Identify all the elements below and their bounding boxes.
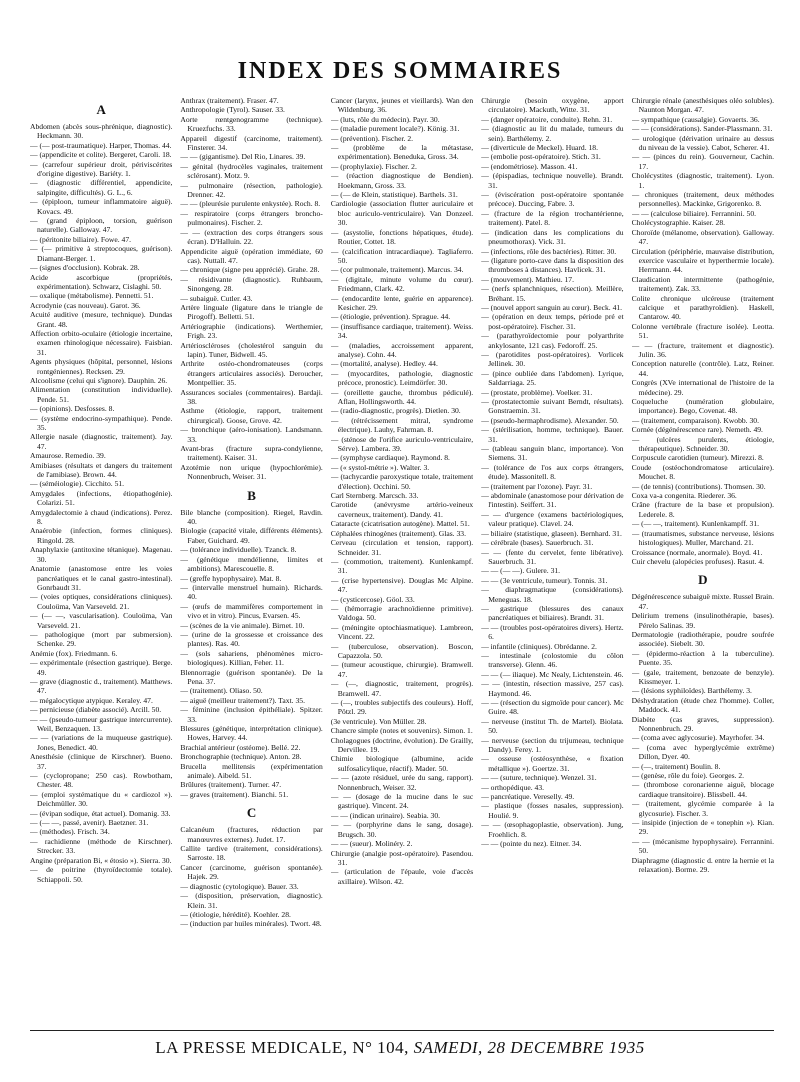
index-entry: Anaérobie (infection, formes cliniques). Ringold. 28. bbox=[30, 526, 173, 545]
index-entry: Azotémie non urique (hypochlorémie). Nonnenbruch, Weiser. 31. bbox=[180, 462, 323, 482]
index-entry: — (ulcères purulents, étiologie, thérapeutique). Schneider. 30. bbox=[631, 434, 774, 454]
index-entry: Biologie (capacité vitale, différents éléments). Faber, Guichard. 49. bbox=[180, 526, 323, 545]
index-entry: — (prophylaxie). Fischer. 2. bbox=[330, 161, 417, 171]
index-entry: — (rétrécissement mitral, syndrome électrique). Lauhy, Fahrman. 8. bbox=[330, 415, 474, 435]
index-entry: Crâne (fracture de la base et propulsion). Lederele. 8. bbox=[631, 500, 774, 519]
index-entry: Brucella mellitensis (expérimentation animale). Aibeld. 51. bbox=[180, 761, 323, 781]
index-entry: — (cor pulmonale, traitement). Marcus. 34. bbox=[330, 265, 464, 275]
index-entry: — (pseudo-hermaphrodisme). Alexander. 50. bbox=[481, 415, 619, 425]
index-entry: — (œufs de mammifères comportement in vivo et in vitro). Pincus, Evarsen. 45. bbox=[180, 601, 323, 621]
index-entry: — (de tennis) (contributions). Thomsen. 30. bbox=[631, 481, 766, 491]
index-entry: — (nerfs splanchniques, résection). Meillère, Bréhant. 15. bbox=[481, 284, 624, 303]
index-entry: — (étiologie, hérédité). Koehler. 28. bbox=[180, 909, 291, 919]
index-entry: — diagnostic (cytologique). Bauer. 33. bbox=[180, 881, 299, 891]
index-entry: — — (gigantisme). Del Rio, Linares. 39. bbox=[180, 152, 306, 162]
index-entry: Anémie (fox). Friedmann. 6. bbox=[30, 648, 118, 658]
index-entry: — infantile (cliniques). Obrédanne. 2. bbox=[481, 641, 597, 651]
index-entry: — (thrombose coronarienne aiguë, blocage cardiaque transitoire). Blissbell. 44. bbox=[631, 780, 774, 799]
index-entry: — (radio-diagnostic, progrès). Dietlen. 30. bbox=[330, 406, 461, 416]
index-entry: — aiguë (meilleur traitement?). Taxt. 35. bbox=[180, 695, 305, 705]
index-entry: — — (calculose biliaire). Ferrannini. 50. bbox=[631, 208, 757, 218]
index-entry: — (calcification intracardiaque). Tagliaferro. 50. bbox=[330, 246, 474, 265]
index-entry: — — (— —). Gulere. 31. bbox=[481, 566, 561, 576]
index-entry: — pathologique (mort par submersion). Schenke. 29. bbox=[30, 629, 173, 649]
index-entry: — nerveuse (institut Th. de Martel). Biolata. 50. bbox=[481, 716, 624, 736]
index-entry: — (hémorragie arachnoïdienne primitive). Valdoga. 50. bbox=[330, 603, 474, 623]
index-entry: Agents physiques (hôpital, personnel, lésions rontgéniennes). Recksen. 29. bbox=[30, 357, 173, 376]
index-entry: Chirurgie (besoin oxygène, apport circulatoire). Mackuth, Witte. 31. bbox=[481, 96, 624, 115]
index-entry: Blennorragie (guérison spontanée). De la Pena. 37. bbox=[180, 667, 323, 686]
index-entry: — (asystolie, fonctions hépatiques, étude). Routier, Cottet. 18. bbox=[330, 227, 474, 247]
index-entry: — résidivante (diagnostic). Ruhbaum, Sinongeng. 28. bbox=[180, 274, 323, 294]
index-entry: — (cyclopropane; 250 cas). Rowbotham, Chester. 48. bbox=[30, 771, 173, 790]
index-entry: Alimentation (constitution individuelle). Pende. 51. bbox=[30, 385, 173, 404]
index-entry: Cholécystites (diagnostic, traitement). Lyon. 1. bbox=[631, 171, 774, 190]
index-entry: — — (pseudo-tumeur gastrique intercurrente). Weil, Benzaquen. 13. bbox=[30, 714, 173, 733]
index-entry: — — (résection du sigmoïde pour cancer). Mc Guire. 48. bbox=[481, 698, 624, 717]
index-entry: — (disposition, préservation, diagnostic). Klein. 31. bbox=[180, 891, 323, 910]
page-footer bbox=[0, 1038, 800, 1058]
index-entry: — (tachycardie paroxystique totale, traitement d'élection). Occhini. 50. bbox=[330, 472, 474, 491]
index-entry: Alcoolisme (celui qui s'ignore). Dauphin. 26. bbox=[30, 375, 168, 385]
index-entry: — (traitement par l'ozone). Payr. 31. bbox=[481, 481, 593, 491]
index-entry: — (— —, passé, avenir). Baetzner. 31. bbox=[30, 818, 149, 828]
index-entry: — (traitement). Oliaso. 50. bbox=[180, 686, 263, 696]
index-entry: Angine (préparation Bi, « étosio »). Sierra. 30. bbox=[30, 855, 172, 865]
index-entry: Coude (ostéochondromatose articulaire). Mouchet. 8. bbox=[631, 462, 774, 482]
index-entry: — — (extraction des corps étrangers sous écran). D'Halluin. 22. bbox=[180, 227, 323, 247]
footer-rule bbox=[30, 1030, 774, 1031]
index-entry: — (tolérance de l'os aux corps étrangers, étude). Massonitell. 8. bbox=[481, 462, 624, 482]
index-entry: — (système endocrino-sympathique). Pende. 35. bbox=[30, 413, 173, 432]
index-entry: Assurances sociales (commentaires). Bardaji. 38. bbox=[180, 387, 323, 406]
index-entry: — (opinions). Desfosses. 8. bbox=[30, 404, 115, 414]
index-entry: Delirium tremens (insulinothérapie, bases). Pérelo Salinas. 39. bbox=[631, 611, 774, 630]
index-entry: Acide ascorbique (propriétés, expérimentation). Schwarz, Cislaghi. 50. bbox=[30, 272, 173, 291]
index-entry: Chirurgie (analgie post-opératoire). Pasendou. 31. bbox=[330, 848, 474, 867]
page-title: INDEX DES SOMMAIRES bbox=[237, 58, 563, 84]
index-entry: Affection orbito-oculaire (étiologie incertaine, examen rhinologique nécessaire). Faisbian. 31. bbox=[30, 328, 173, 357]
index-entry: — oxalique (métabolisme). Pennetti. 51. bbox=[30, 291, 154, 301]
index-entry: — (genèse, rôle du foie). Georges. 2. bbox=[631, 771, 745, 781]
index-entry: — (fracture de la région trochantérienne, traitement). Patel. 8. bbox=[481, 208, 624, 228]
index-entry: Cancer (larynx, jeunes et vieillards). Wan den Wildenburg. 36. bbox=[330, 96, 474, 115]
index-entry: — diaphragmatique (considérations). Meneguas. 18. bbox=[481, 585, 624, 604]
index-entry: — (nouvel apport sanguin au cœur). Beck. 41. bbox=[481, 302, 623, 312]
index-entry: — (prostatectomie suivant Berndt, résultats). Gonstraemin. 31. bbox=[481, 397, 624, 416]
index-entry: — — (indican urinaire). Seabia. 30. bbox=[330, 810, 441, 820]
section-letter: B bbox=[247, 487, 256, 503]
index-entry: — (commotion, traitement). Kunlenkampf. 31. bbox=[330, 556, 474, 576]
index-entry: — (réaction diagnostique de Bendien). Hoekmann, Gross. 33. bbox=[330, 171, 474, 190]
index-entry: — (— post-traumatique). Harper, Thomas. 44. bbox=[30, 140, 172, 150]
index-entry: Coxa va-a congenita. Riederer. 36. bbox=[631, 491, 737, 501]
index-entry: Cataracte (cicatrisation autogène). Mattel. 51. bbox=[330, 519, 470, 529]
index-entry: — (danger opératoire, conduite). Rehn. 31. bbox=[481, 114, 613, 124]
index-entry: Croissance (normale, anormale). Boyd. 41. bbox=[631, 547, 763, 557]
section-letter: A bbox=[96, 102, 106, 117]
index-column-1 bbox=[30, 96, 172, 1026]
index-entry: Cornée (dégénérescence rare). Nemeth. 49. bbox=[631, 425, 763, 435]
index-entry: — — (mécanisme hypophysaire). Ferrannini. 50. bbox=[631, 836, 774, 856]
index-entry: — (— —, traitement). Kunlenkampff. 31. bbox=[631, 519, 760, 529]
index-entry: — (« systol-métrie »). Walter. 3. bbox=[330, 462, 430, 472]
index-entry: — sympathique (causalgie). Govaerts. 36. bbox=[631, 114, 760, 124]
index-entry: — plastique (fosses nasales, suppression). Houlié. 9. bbox=[481, 801, 624, 820]
index-entry: — (tuberculose, observation). Boscon, Capazzola. 50. bbox=[330, 641, 474, 660]
index-entry: Calcanéum (fractures, réduction par manœuvres externes). Judet. 17. bbox=[180, 825, 323, 844]
index-entry: — (péritonite biliaire). Fowe. 47. bbox=[30, 234, 132, 244]
index-entry: Chancre simple (notes et souvenirs). Simon. 1. bbox=[330, 726, 473, 736]
index-entry: — cérébrale (bases). Sauerbruch. 31. bbox=[481, 538, 594, 548]
index-entry: Avant-bras (fracture supra-condylienne, traitement). Kaiser. 31. bbox=[180, 444, 323, 463]
index-entry: — (oreillette gauche, thrombus pédiculé). Aflan, Hollingsworth. 44. bbox=[330, 387, 474, 406]
index-column-4 bbox=[481, 96, 623, 1026]
index-entry: — — (dosage de la mucine dans le suc gastrique). Vincent. 24. bbox=[330, 792, 474, 811]
index-entry: Chirurgie rénale (anesthésiques oléo solubles). Naunton Morgan. 47. bbox=[631, 96, 774, 115]
index-entry: — (traitement, glycémie comparée à la glycosurie). Fischer. 3. bbox=[631, 799, 774, 818]
index-entry: Cancer (carcinome, guérison spontanée). Hajek. 29. bbox=[180, 862, 323, 882]
index-entry: — (méthodes). Frisch. 34. bbox=[30, 827, 110, 837]
index-entry: — (diagnostic différentiel, appendicite, salpingite, difficultés). G. L., 6. bbox=[30, 178, 173, 197]
index-entry: Appendicite aiguë (opération immédiate, 60 cas). Nuttall. 47. bbox=[180, 246, 323, 265]
index-entry: — (insuffisance cardiaque, traitement). Weiss. 34. bbox=[330, 321, 474, 341]
index-column-5 bbox=[632, 96, 774, 1026]
index-entry: — mégalocytique atypique. Keraley. 47. bbox=[30, 695, 153, 705]
index-entry: — (—, traitement) Boulin. 8. bbox=[631, 761, 721, 771]
index-entry: — — (pinces du rein). Gouverneur, Cachin. 17. bbox=[631, 152, 774, 171]
index-entry: — (méningite optochiasmatique). Lambreon, Vincent. 22. bbox=[330, 622, 474, 642]
index-entry: — — (— iliaque). Mc Nealy, Lichtenstein. 46. bbox=[481, 669, 624, 679]
index-entry: — abdominale (anastomose pour dérivation de l'intestin). Seiffert. 31. bbox=[481, 491, 624, 510]
index-entry: — (parathyroïdectomie pour polyarthrite ankylosante, 121 cas). Fedoroff. 25. bbox=[481, 331, 624, 350]
index-entry: Brûlures (traitement). Turner. 47. bbox=[180, 780, 282, 790]
index-entry: — (ligature porto-cave dans la disposition des thromboses à distances). Havlicek. 31. bbox=[481, 255, 624, 275]
index-entry: Dermatologie (radiothérapie, poudre soufrée associée). Siebelt. 30. bbox=[631, 629, 774, 649]
index-entry: — grave (diagnostic d., traitement). Matthews. 47. bbox=[30, 676, 173, 696]
index-entry: Abdomen (abcès sous-phrénique, diagnostic). Heckmann. 30. bbox=[30, 122, 173, 141]
index-entry: Chimie biologique (albumine, acide sulfosalicylique, réactif). Mader. 50. bbox=[330, 754, 474, 773]
index-entry: Diabète (cas graves, suppression). Nonnenbruch. 29. bbox=[631, 714, 774, 733]
index-entry: Brachial antérieur (ostéome). Bellé. 22. bbox=[180, 742, 301, 752]
index-entry: — — (fracture, traitement et diagnostic). Julin. 36. bbox=[631, 340, 774, 359]
index-entry: — orthopédique. 43. bbox=[481, 782, 545, 792]
index-entry: — — (troubles post-opératoires divers). Hertz. 6. bbox=[481, 622, 624, 642]
index-entry: Colite chronique ulcéreuse (traitement calcique et parathyroïdien). Haskell, Cantarow. 40. bbox=[631, 293, 774, 322]
index-entry: — (diverticule de Meckel). Huard. 18. bbox=[481, 143, 599, 153]
index-entry: Cholécystographie. Kaiser. 28. bbox=[631, 218, 726, 228]
index-entry: — (maladie purement locale?). König. 31. bbox=[330, 124, 460, 134]
index-entry: — (mouvement). Mathieu. 17. bbox=[481, 274, 574, 284]
index-entry: — — (sueur). Molinéry. 2. bbox=[330, 839, 413, 849]
index-entry: — (intervalle menstruel humain). Richards. 40. bbox=[180, 582, 323, 602]
index-entry: — (urine de la grossesse et croissance des plantes). Ras. 40. bbox=[180, 629, 323, 649]
index-entry: — féminine (inclusion épithéliale). Spitzer. 33. bbox=[180, 705, 323, 724]
section-letter: D bbox=[698, 572, 708, 588]
index-entry: Diaphragme (diagnostic d. entre la hernie et la relaxation). Borme. 29. bbox=[631, 855, 774, 875]
index-entry: Carl Sternberg. Marcsch. 33. bbox=[330, 491, 419, 501]
index-column-3 bbox=[331, 96, 473, 1026]
index-entry: Cuir chevelu (alopécies profuses). Rasut. 4. bbox=[631, 556, 765, 566]
index-entry: Conception naturelle (contrôle). Latz, Reiner. 44. bbox=[631, 359, 774, 378]
index-entry: — pernicieuse (diabète associé). Arcill. 50. bbox=[30, 705, 162, 715]
index-entry: — (—, diagnostic, traitement, progrès). Bramwell. 47. bbox=[330, 679, 474, 698]
index-entry: Cerveau (circulation et tension, rapport). Schneider. 31. bbox=[330, 538, 474, 557]
index-entry: — (induction par huiles minérales). Twort. 48. bbox=[180, 919, 322, 929]
index-entry: — (cysticercose). Göol. 33. bbox=[330, 594, 415, 604]
index-entry: — (tolérance individuelle). Tzanck. 8. bbox=[180, 545, 297, 555]
index-entry: — — (œsophagoplastie, observation). Jung, Froehlich. 8. bbox=[481, 820, 624, 839]
index-column-2 bbox=[180, 96, 322, 1026]
index-entry: — respiratoire (corps étrangers broncho-pulmonaires). Fischer. 2. bbox=[180, 208, 323, 228]
index-entry: — (crise hypertensive). Douglas Mc Alpine. 47. bbox=[330, 575, 474, 595]
index-entry: — (maladies, accroissement apparent, analyse). Cohn. 44. bbox=[330, 340, 474, 359]
index-columns bbox=[30, 96, 774, 1026]
index-entry: — — (variations de la muqueuse gastrique). Jones, Benedict. 40. bbox=[30, 733, 173, 752]
index-entry: — (carrefour supérieur droit, périviscérites d'origine digestive). Bariéty. 1. bbox=[30, 159, 173, 179]
index-entry: — intestinale (colostomie du côlon transverse). Glenn. 46. bbox=[481, 650, 624, 670]
index-entry: — (scènes de la vie animale). Birnet. 10. bbox=[180, 620, 305, 630]
index-entry: — (stérilisation, homme, technique). Bauer. 31. bbox=[481, 425, 624, 444]
index-entry: Callite tardive (traitement, considérations). Sarroste. 18. bbox=[180, 844, 323, 863]
index-entry: — (étiologie, prévention). Sprague. 44. bbox=[330, 312, 451, 322]
index-entry: — — (pleurésie purulente enkystée). Roch. 8. bbox=[180, 199, 321, 209]
index-entry: Bronchographie (technique). Anton. 28. bbox=[180, 752, 302, 762]
footer-journal: LA PRESSE MEDICALE, bbox=[155, 1038, 348, 1057]
index-entry: — (infections, rôle des bactéries). Ritter. 30. bbox=[481, 246, 617, 256]
index-entry: — — (pointe du nez). Eitner. 34. bbox=[481, 839, 582, 849]
index-entry: — rachidienne (méthode de Kirschner). Strecker. 33. bbox=[30, 836, 173, 856]
index-entry: — (tableau sanguin blanc, importance). Von Siemens. 31. bbox=[481, 444, 624, 463]
index-entry: Asthme (étiologie, rapport, traitement chirurgical). Goose, Grove. 42. bbox=[180, 406, 323, 425]
footer-number: N° 104, bbox=[352, 1038, 409, 1057]
index-entry: — biliaire (statistique, glaseen). Bernhard. 31. bbox=[481, 528, 622, 538]
index-entry: — (épiploon, tumeur inflammatoire aiguë). Kovacs. 49. bbox=[30, 197, 173, 216]
index-entry: — (opération en deux temps, période pré et post-opératoire). Fischer. 31. bbox=[481, 312, 624, 331]
index-entry: — (symphyse cardiaque). Raymond. 8. bbox=[330, 453, 450, 463]
index-entry: (3e ventricule). Von Müller. 28. bbox=[330, 716, 427, 726]
index-entry: — de poitrine (thyroïdectomie totale). Schiappoli. 50. bbox=[30, 865, 173, 884]
index-entry: — — (fente du cervelet, fente libérative). Sauerbruch. 31. bbox=[481, 547, 624, 566]
index-entry: — — (azote résiduel, urée du sang, rapport). Nonnenbruch, Weiser. 32. bbox=[330, 773, 474, 792]
index-entry: — (greffe hypophysaire). Mat. 8. bbox=[180, 573, 282, 583]
index-entry: — urologique (dérivation urinaire au dessus du niveau de la vessie). Cabot, Scherer. 41. bbox=[631, 133, 774, 153]
index-entry: — (signes d'occlusion). Kobrak. 28. bbox=[30, 263, 140, 273]
index-entry: — insipide (injection de « tonephin »). Kian. 29. bbox=[631, 818, 774, 837]
index-entry: — (évipan sodique, état actuel). Domanig. 33. bbox=[30, 808, 171, 818]
index-entry: Blessures (génétique, interprétation clinique). Howes, Harvey. 44. bbox=[180, 724, 323, 743]
index-entry: — (indication dans les complications du pneumothorax). Vick. 31. bbox=[481, 227, 624, 247]
index-entry: Anthropologie (Tyrol). Sauser. 33. bbox=[180, 105, 285, 115]
index-entry: — — d'urgence (examens bactériologiques, valeur pratique). Clavel. 24. bbox=[481, 509, 624, 529]
index-entry: — (lésions syphiloïdes). Barthélemy. 3. bbox=[631, 686, 752, 696]
index-entry: — nerveuse (section du trijumeau, technique Dandy). Ferey. 1. bbox=[481, 735, 624, 755]
index-entry: Artériographie (indications). Werthemier, Frigh. 23. bbox=[180, 321, 323, 341]
index-entry: Anaphylaxie (antitoxine tétanique). Magenau. 30. bbox=[30, 545, 173, 564]
index-entry: — génital (hydrocèles vaginales, traitement sclérosant). Motz. 9. bbox=[180, 161, 323, 181]
index-entry: Corpuscule carotidien (tumeur). Mirezzi. 8. bbox=[631, 453, 764, 463]
index-entry: — bronchique (aéro-ionisation). Landsmann. 33. bbox=[180, 425, 323, 444]
index-entry: — (problème de la métastase, expérimentation). Beneduka, Gross. 34. bbox=[330, 143, 474, 162]
index-entry: Acuité auditive (mesure, technique). Dundas Grant. 48. bbox=[30, 310, 173, 329]
index-entry: — pulmonaire (résection, pathologie). Drenner. 42. bbox=[180, 180, 323, 200]
index-entry: — (voies optiques, considérations cliniques). Couloüma, Van Varseveld. 21. bbox=[30, 592, 173, 611]
index-entry: — — (3e ventricule, tumeur). Tonnis. 31. bbox=[481, 575, 608, 585]
index-entry: — (endométriose). Masson. 41. bbox=[481, 161, 578, 171]
index-entry: — (coma avec aglycosurie). Mayrhofer. 34. bbox=[631, 733, 765, 743]
section-letter: C bbox=[246, 805, 257, 821]
index-entry: — (luts, rôle du médecin). Payr. 30. bbox=[330, 114, 440, 124]
index-entry: — (coma avec hyperglycémie extrême) Dillon, Dyer. 40. bbox=[631, 742, 774, 762]
index-entry: Dégénérescence subaiguë mixte. Russel Brain. 47. bbox=[631, 592, 774, 611]
index-entry: — (sols sahariens, phénomènes micro-biologiques). Killian, Feher. 11. bbox=[180, 648, 323, 668]
index-entry: — (parotidites post-opératoires). Vorlicek Jellinek. 30. bbox=[481, 349, 624, 369]
index-entry: — (myocardites, pathologie, diagnostic précoce, pronostic). Leimdörfer. 30. bbox=[330, 368, 474, 388]
index-entry: — (diagnostic au lit du malade, tumeurs du sein). Barthélemy. 2. bbox=[481, 124, 624, 143]
index-entry: — (appendicite et colite). Bergeret, Caroli. 18. bbox=[30, 150, 172, 160]
index-entry: Céphalées rhinogènes (traitement). Glas. 33. bbox=[330, 528, 466, 538]
index-entry: — (éviscération post-opératoire spontanée précoce). Duccing, Fabre. 3. bbox=[481, 190, 624, 209]
index-entry: — (épidermo-réaction à la tuberculine). Puente. 35. bbox=[631, 648, 774, 668]
index-entry: — (embolie post-opératoire). Stich. 31. bbox=[481, 152, 601, 162]
index-entry: Coqueluche (numération globulaire, importance). Bego, Covenat. 48. bbox=[631, 397, 774, 416]
index-entry: — (digitale, minute volume du cœur). Friedmann, Clark. 42. bbox=[330, 274, 474, 294]
index-entry: — (pince oubliée dans l'abdomen). Lyrique, Saldarriaga. 25. bbox=[481, 368, 624, 388]
footer-date: SAMEDI, 28 DECEMBRE 1935 bbox=[413, 1038, 645, 1057]
index-entry: — (— de Klein, statistique). Barthels. 31. bbox=[330, 190, 458, 200]
index-entry: Bile blanche (composition). Riegel, Ravdin. 40. bbox=[180, 507, 323, 527]
index-entry: — gastrique (blessures des canaux pancréatiques et biliaires). Brandt. 31. bbox=[481, 603, 624, 623]
index-entry: — (prévention). Fischer. 2. bbox=[330, 133, 414, 143]
index-entry: — (traumatismes, substance nerveuse, lésions histologiques). Muller, Marchand. 21. bbox=[631, 528, 774, 548]
index-entry: Cardiologie (association flutter auriculaire et bloc auriculo-ventriculaire). Van Donzeel. 30. bbox=[330, 199, 474, 228]
index-entry: Circulation (périphérie, mauvaise distribution, exercice vasculaire et hyperthermie locale). Herrmann. 44. bbox=[631, 246, 774, 275]
index-entry: Amygdales (infections, étiopathogénie). Colarizi. 51. bbox=[30, 488, 173, 508]
index-entry: — — (considérations). Sander-Plassmann. 31. bbox=[631, 124, 773, 134]
index-entry: — (emploi systématique du « cardiozol »). Deichmüller. 30. bbox=[30, 789, 173, 809]
index-entry: Amaurose. Remedio. 39. bbox=[30, 451, 106, 461]
index-entry: Claudication intermittente (pathogénie, traitement). Zak. 33. bbox=[631, 274, 774, 294]
index-entry: — pancréatique. Vereselly. 49. bbox=[481, 792, 575, 802]
index-entry: — (séméiologie). Cicchito. 51. bbox=[30, 479, 125, 489]
index-entry: — chroniques (traitement, deux méthodes personnelles). Mackinke, Grigorenko. 8. bbox=[631, 190, 774, 209]
index-entry: Congrès (XVe international de l'histoire de la médecine). 29. bbox=[631, 378, 774, 397]
index-entry: — (épispadias, technique nouvelle). Brandt. 31. bbox=[481, 171, 624, 190]
index-entry: — (—, troubles subjectifs des couleurs). Hoff, Pötzl. 29. bbox=[330, 698, 474, 717]
index-entry: — (grand épiploon, torsion, guérison naturelle). Galloway. 47. bbox=[30, 216, 173, 235]
index-entry: — (mortalité, analyse). Hedley. 44. bbox=[330, 359, 438, 369]
index-entry: Allergie nasale (diagnostic, traitement). Jay. 47. bbox=[30, 432, 173, 451]
index-entry: — (— —, vascularisation). Couloüma, Van Varseveld. 21. bbox=[30, 611, 173, 630]
index-entry: Choroïde (mélanome, observation). Galloway. 47. bbox=[631, 227, 774, 247]
index-entry: Amygdalectomie à chaud (indications). Perez. 8. bbox=[30, 507, 173, 527]
index-entry: — (génétique mendélienne, limites et ambitions). Marescouelle. 8. bbox=[180, 554, 323, 574]
index-entry: Aorte rœntgenogramme (technique). Kruezfuchs. 33. bbox=[180, 114, 323, 134]
index-entry: Acrodynie (cas nouveau). Garot. 36. bbox=[30, 300, 141, 310]
index-entry: Anthrax (traitement). Fraser. 47. bbox=[180, 96, 279, 105]
index-entry: — (traitement, comparaison). Kwobb. 30. bbox=[631, 415, 759, 425]
index-entry: — — (porphyrine dans le sang, dosage). Brugsch. 30. bbox=[330, 820, 474, 839]
index-entry: Anesthésie (clinique de Kirschner). Bueno. 37. bbox=[30, 752, 173, 771]
index-entry: — — (suture, technique). Wenzel. 31. bbox=[481, 773, 597, 783]
index-entry: Carotide (anévrysme artério-veineux caverneux, traitement). Dandy. 41. bbox=[330, 500, 474, 519]
index-entry: Cholagogues (doctrine, évolution). De Grailly, Dervillee. 19. bbox=[330, 735, 474, 755]
index-entry: Arthrite ostéo-chondromateuses (corps étrangers articulaires associés). Deroucher, Montpellier. 35. bbox=[180, 359, 323, 388]
index-entry: Artère linguale (ligature dans le triangle de Pirogoff). Belletti. 51. bbox=[180, 302, 323, 322]
index-entry: — osseuse (ostéosynthèse, « fixation métallique »). Goertze. 31. bbox=[481, 754, 624, 773]
index-entry: — (— primitive à streptocoques, guérison). Diamant-Berger. 1. bbox=[30, 244, 173, 263]
index-entry: — — (intestin, résection massive, 257 cas). Haymond. 46. bbox=[481, 679, 624, 698]
index-entry: — (gale, traitement, benzoate de benzyle). Kissmeyer. 1. bbox=[631, 667, 774, 686]
index-entry: — (tumeur acoustique, chirurgie). Bramwell. 47. bbox=[330, 660, 474, 679]
index-entry: — (articulation de l'épaule, voie d'accès axillaire). Wilson. 42. bbox=[330, 867, 474, 886]
index-entry: Colonne vertébrale (fracture isolée). Leotta. 51. bbox=[631, 321, 774, 341]
index-entry: Anatomie (anastomose entre les voies pancréatiques et le canal gastro-intestinal). Gonrbaudt 31. bbox=[30, 564, 173, 592]
index-entry: Appareil digestif (carcinome, traitement). Finsterer. 34. bbox=[180, 133, 323, 153]
index-entry: Amibiases (résultats et dangers du traitement de l'amibiase). Brown. 44. bbox=[30, 460, 173, 480]
index-entry: Déshydratation (étude chez l'homme). Coller, Maddock. 41. bbox=[631, 695, 774, 715]
index-entry: — (sténose de l'orifice auriculo-ventriculaire, Sérve). Lambera. 39. bbox=[330, 434, 474, 454]
index-entry: — graves (traitement). Bianchi. 51. bbox=[180, 789, 289, 799]
index-entry: — expérimentale (résection gastrique). Berge. 49. bbox=[30, 658, 173, 677]
index-entry: Artérioscléroses (cholestérol sanguin du lapin). Tuner, Bidwell. 45. bbox=[180, 340, 323, 359]
index-entry: — (endocardite lente, guérie en apparence). Kesicher. 29. bbox=[330, 293, 474, 312]
index-entry: — chronique (signe peu apprécié). Grahe. 28. bbox=[180, 265, 320, 275]
index-entry: — subaiguë. Cutler. 43. bbox=[180, 293, 253, 303]
index-entry: — (prostate, problème). Voelker. 31. bbox=[481, 387, 593, 397]
